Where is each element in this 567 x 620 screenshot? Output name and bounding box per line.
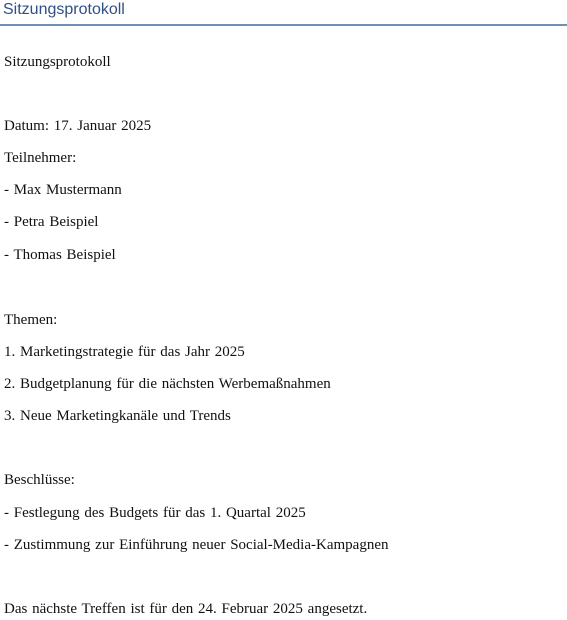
closing-note: Das nächste Treffen ist für den 24. Februar 2025 angesetzt. <box>4 601 368 617</box>
participant-item: - Thomas Beispiel <box>4 247 116 263</box>
participant-item: - Petra Beispiel <box>4 214 99 230</box>
topics-heading: Themen: <box>4 312 58 328</box>
date-line: Datum: 17. Januar 2025 <box>4 118 152 134</box>
topic-item: 2. Budgetplanung für die nächsten Werbemaßnahmen <box>4 376 331 392</box>
document-title: Sitzungsprotokoll <box>4 54 111 70</box>
decision-item: - Festlegung des Budgets für das 1. Quartal 2025 <box>4 505 306 521</box>
decisions-heading: Beschlüsse: <box>4 472 75 488</box>
topic-item: 1. Marketingstrategie für das Jahr 2025 <box>4 344 245 360</box>
participant-item: - Max Mustermann <box>4 182 122 198</box>
header-title: Sitzungsprotokoll <box>3 1 125 18</box>
topic-item: 3. Neue Marketingkanäle und Trends <box>4 408 231 424</box>
participants-heading: Teilnehmer: <box>4 150 77 166</box>
decision-item: - Zustimmung zur Einführung neuer Social-Media-Kampagnen <box>4 537 389 553</box>
document-header <box>0 0 567 26</box>
